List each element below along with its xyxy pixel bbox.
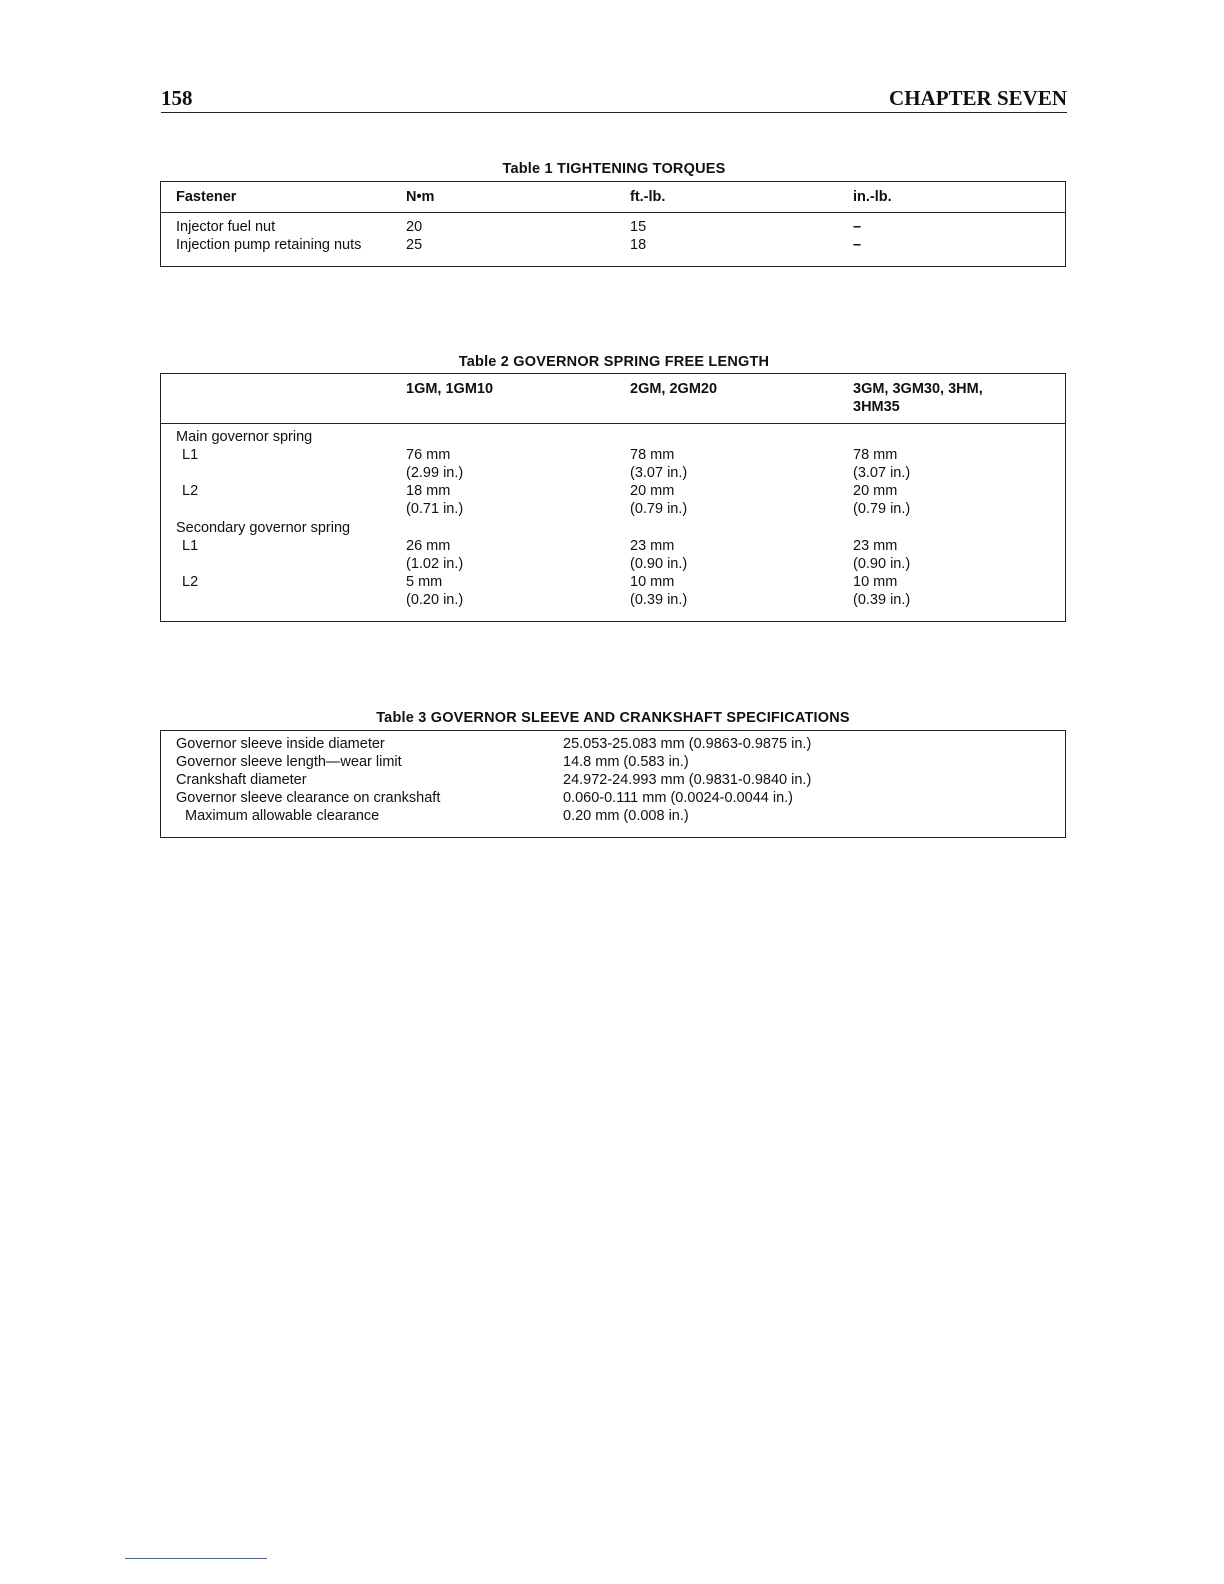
table1-col-ftlb: ft.-lb. — [630, 189, 666, 205]
table2-r2-c2-mm: 20 mm — [630, 483, 675, 499]
table3-r4-value: 0.060-0.111 mm (0.0024-0.0044 in.) — [563, 790, 793, 806]
table1-r1-inlb: – — [853, 219, 862, 235]
footer-rule — [125, 1558, 267, 1559]
table2-r1-c1-mm: 76 mm — [406, 447, 451, 463]
table2-r3-label: L1 — [182, 538, 199, 554]
table2-r4-c2-mm: 10 mm — [630, 574, 675, 590]
table2-col-3gm-line2: 3HM35 — [853, 399, 900, 415]
secondary-governor-spring-label: Secondary governor spring — [176, 520, 351, 536]
table3 — [160, 730, 1066, 838]
table2-r4-c3-mm: 10 mm — [853, 574, 898, 590]
table2-r2-c3-in: (0.79 in.) — [853, 501, 911, 517]
table2-r3-c3-mm: 23 mm — [853, 538, 898, 554]
table3-r1-value: 25.053-25.083 mm (0.9863-0.9875 in.) — [563, 736, 812, 752]
table2-r4-c3-in: (0.39 in.) — [853, 592, 911, 608]
table2-r2-c2-in: (0.79 in.) — [630, 501, 688, 517]
table2-r1-c2-in: (3.07 in.) — [630, 465, 688, 481]
table3-r3-value: 24.972-24.993 mm (0.9831-0.9840 in.) — [563, 772, 812, 788]
table3-r5-label: Maximum allowable clearance — [185, 808, 380, 824]
main-governor-spring-label: Main governor spring — [176, 429, 313, 445]
table2-r4-c1-in: (0.20 in.) — [406, 592, 464, 608]
table1-r1-fastener: Injector fuel nut — [176, 219, 276, 235]
table2-r1-c3-mm: 78 mm — [853, 447, 898, 463]
table2-col-1gm: 1GM, 1GM10 — [406, 381, 494, 397]
table3-r3-label: Crankshaft diameter — [176, 772, 307, 788]
page-header — [161, 86, 1067, 113]
table2-r1-c1-in: (2.99 in.) — [406, 465, 464, 481]
table1-r1-nm: 20 — [406, 219, 423, 235]
table2-header-row — [161, 374, 1065, 424]
table2-r3-c1-mm: 26 mm — [406, 538, 451, 554]
table1-col-inlb: in.-lb. — [853, 189, 892, 205]
table3-r2-label: Governor sleeve length—wear limit — [176, 754, 402, 770]
table1 — [160, 181, 1066, 267]
table1-col-nm: N•m — [406, 189, 435, 205]
table1-header-row — [161, 182, 1065, 213]
table1-r2-fastener: Injection pump retaining nuts — [176, 237, 362, 253]
table1-r2-nm: 25 — [406, 237, 423, 253]
table1-title: Table 1 TIGHTENING TORQUES — [502, 161, 726, 177]
table2-r1-label: L1 — [182, 447, 199, 463]
page-number: 158 — [161, 86, 193, 110]
table2 — [160, 373, 1066, 622]
table3-r4-label: Governor sleeve clearance on crankshaft — [176, 790, 441, 806]
table2-col-3gm: 3GM, 3GM30, 3HM, — [853, 381, 983, 397]
table2-r2-label: L2 — [182, 483, 199, 499]
table2-r1-c3-in: (3.07 in.) — [853, 465, 911, 481]
table2-r3-c2-mm: 23 mm — [630, 538, 675, 554]
table2-r2-c3-mm: 20 mm — [853, 483, 898, 499]
table2-r2-c1-mm: 18 mm — [406, 483, 451, 499]
table3-r2-value: 14.8 mm (0.583 in.) — [563, 754, 689, 770]
table2-r1-c2-mm: 78 mm — [630, 447, 675, 463]
table2-r3-c1-in: (1.02 in.) — [406, 556, 464, 572]
table1-r2-ftlb: 18 — [630, 237, 647, 253]
table1-col-fastener: Fastener — [176, 189, 237, 205]
table2-col-2gm: 2GM, 2GM20 — [630, 381, 718, 397]
table2-r3-c3-in: (0.90 in.) — [853, 556, 911, 572]
table3-title: Table 3 GOVERNOR SLEEVE AND CRANKSHAFT SPECIFICATIONS — [376, 710, 850, 726]
table3-r5-value: 0.20 mm (0.008 in.) — [563, 808, 689, 824]
table2-r4-label: L2 — [182, 574, 199, 590]
table1-r1-ftlb: 15 — [630, 219, 647, 235]
table1-r2-inlb: – — [853, 237, 862, 253]
table2-r3-c2-in: (0.90 in.) — [630, 556, 688, 572]
table2-r2-c1-in: (0.71 in.) — [406, 501, 464, 517]
table2-title: Table 2 GOVERNOR SPRING FREE LENGTH — [458, 354, 770, 370]
table2-r4-c2-in: (0.39 in.) — [630, 592, 688, 608]
table3-r1-label: Governor sleeve inside diameter — [176, 736, 385, 752]
chapter-title: CHAPTER SEVEN — [889, 86, 1067, 110]
table2-r4-c1-mm: 5 mm — [406, 574, 443, 590]
